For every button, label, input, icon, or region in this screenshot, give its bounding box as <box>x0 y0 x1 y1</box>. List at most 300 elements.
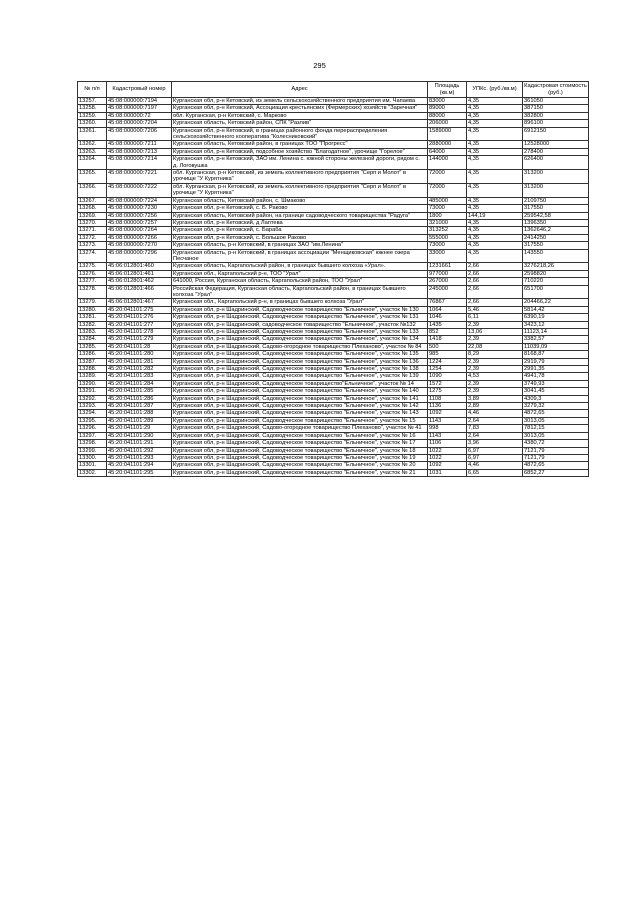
cell-cadastral-value: 6852,27 <box>523 469 589 476</box>
cell-number: 13300. <box>78 454 107 461</box>
cell-cadastral-value: 3013,05 <box>523 417 589 424</box>
cell-cadastral-number: 45:08:000000:7197 <box>107 105 172 112</box>
cell-upks: 6,97 <box>467 447 523 454</box>
cell-number: 13289. <box>78 373 107 380</box>
cell-cadastral-number: 45:08:000000:7296 <box>107 249 172 263</box>
cell-area: 1022 <box>428 454 467 461</box>
cell-number: 13290. <box>78 380 107 387</box>
cell-cadastral-number: 45:08:000000:7224 <box>107 197 172 204</box>
cell-cadastral-value: 204466,22 <box>523 299 589 306</box>
cell-cadastral-value: 6912150 <box>523 127 589 141</box>
cell-address: Курганская обл, р-н Шадринский, Садоводческое товарищество "Ельничное", участок № 141 <box>172 395 428 402</box>
header-cadastral-number: Кадастровый номер <box>107 82 172 98</box>
cell-area: 64000 <box>428 148 467 155</box>
cell-cadastral-number: 45:08:000000:7270 <box>107 242 172 249</box>
cell-upks: 4,35 <box>467 183 523 197</box>
cell-upks: 2,89 <box>467 403 523 410</box>
cell-area: 72000 <box>428 183 467 197</box>
cell-area: 1589000 <box>428 127 467 141</box>
cell-upks: 4,35 <box>467 105 523 112</box>
cell-address: обл. Курганская, р-н Кетовский, из земель коллективного предприятия "Серп и Молот" в урочище "У Курятника" <box>172 170 428 184</box>
cell-area: 1231661 <box>428 263 467 270</box>
table-row <box>78 351 589 358</box>
cell-address: Курганская область, р-н Кетовский, в границах ассоциации "Менщиковская" южнее озера Песчаное <box>172 249 428 263</box>
cell-cadastral-value: 3013,05 <box>523 432 589 439</box>
cell-area: 1800 <box>428 212 467 219</box>
cell-upks: 4,35 <box>467 156 523 170</box>
page-number: 295 <box>313 61 326 70</box>
cell-number: 13284. <box>78 336 107 343</box>
cell-address: Курганская область, Каргапольский район, в границах бывшего колхоза «Урал». <box>172 263 428 270</box>
cell-cadastral-number: 45:20:041101:277 <box>107 321 172 328</box>
cell-address: Курганская область, Кетовский район, в границах ТОО "Прогресс" <box>172 141 428 148</box>
cell-cadastral-number: 45:20:041101:294 <box>107 462 172 469</box>
cell-number: 13270. <box>78 219 107 226</box>
cell-address: Курганская обл, р-н Шадринский, Садоводческое товарищество "Ельничное", участок № 142 <box>172 403 428 410</box>
cell-upks: 2,39 <box>467 380 523 387</box>
cell-area: 2880000 <box>428 141 467 148</box>
cell-cadastral-value: 710220 <box>523 278 589 285</box>
table-header-row <box>78 82 589 98</box>
cell-number: 13260. <box>78 120 107 127</box>
cell-cadastral-value: 651700 <box>523 285 589 299</box>
cell-number: 13280. <box>78 306 107 313</box>
cell-number: 13292. <box>78 395 107 402</box>
cell-number: 13294. <box>78 410 107 417</box>
table-row <box>78 105 589 112</box>
cell-cadastral-number: 45:20:041101:293 <box>107 454 172 461</box>
cell-cadastral-value: 313200 <box>523 183 589 197</box>
cell-cadastral-value: 259542,58 <box>523 212 589 219</box>
cell-number: 13301. <box>78 462 107 469</box>
table-row <box>78 205 589 212</box>
header-upks: УПКс. (руб./кв.м) <box>467 82 523 98</box>
cell-address: Курганская обл., Каргапольский р-н, в границах бывшего колхоза "Урал" <box>172 299 428 306</box>
table-row <box>78 380 589 387</box>
cell-upks: 4,35 <box>467 127 523 141</box>
cell-cadastral-number: 45:20:041101:275 <box>107 306 172 313</box>
cell-address: Курганская обл, р-н Шадринский, Садоводческое товарищество "Ельничное", участок № 136 <box>172 358 428 365</box>
cell-cadastral-number: 45:20:041101:279 <box>107 336 172 343</box>
cell-upks: 2,66 <box>467 285 523 299</box>
cell-cadastral-number: 45:06:012801:460 <box>107 263 172 270</box>
cell-area: 72000 <box>428 170 467 184</box>
table-row <box>78 306 589 313</box>
cell-cadastral-value: 1396350 <box>523 219 589 226</box>
cell-area: 73000 <box>428 242 467 249</box>
table-row <box>78 447 589 454</box>
cell-cadastral-value: 3279,32 <box>523 403 589 410</box>
cell-cadastral-number: 45:08:000000:7204 <box>107 120 172 127</box>
cell-cadastral-number: 45:20:041101:288 <box>107 410 172 417</box>
cell-area: 1143 <box>428 432 467 439</box>
cell-number: 13276. <box>78 270 107 277</box>
cell-number: 13257. <box>78 98 107 105</box>
cell-address: Курганская обл, р-н Шадринский, Садоводческое товарищество "Ельничное", участок № 18 <box>172 447 428 454</box>
cell-cadastral-number: 45:20:041101:276 <box>107 314 172 321</box>
cell-number: 13281. <box>78 314 107 321</box>
cell-number: 13262. <box>78 141 107 148</box>
cell-upks: 4,46 <box>467 462 523 469</box>
cell-number: 13263. <box>78 148 107 155</box>
cell-address: Курганская обл, р-н Шадринский, Садоводческое товарищество"Ельничное", участок № 14 <box>172 380 428 387</box>
cell-area: 1092 <box>428 462 467 469</box>
cell-number: 13286. <box>78 351 107 358</box>
table-row <box>78 373 589 380</box>
cell-cadastral-value: 626400 <box>523 156 589 170</box>
cell-upks: 3,96 <box>467 440 523 447</box>
cell-cadastral-number: 45:06:012801:462 <box>107 278 172 285</box>
cell-upks: 144,19 <box>467 212 523 219</box>
table-row <box>78 462 589 469</box>
cell-number: 13283. <box>78 329 107 336</box>
cell-cadastral-number: 45:06:012801:466 <box>107 285 172 299</box>
cell-cadastral-value: 4380,72 <box>523 440 589 447</box>
cell-cadastral-value: 143550 <box>523 249 589 263</box>
cell-number: 13278. <box>78 285 107 299</box>
cell-area: 852 <box>428 329 467 336</box>
cell-cadastral-number: 45:20:041101:291 <box>107 440 172 447</box>
cell-number: 13298. <box>78 440 107 447</box>
cell-area: 1275 <box>428 388 467 395</box>
table-row <box>78 358 589 365</box>
cell-address: Курганская обл, р-н Шадринский, Садоводческое товарищество "Ельничное", участок № 17 <box>172 440 428 447</box>
table-row <box>78 197 589 204</box>
cell-area: 1092 <box>428 410 467 417</box>
cell-area: 1031 <box>428 469 467 476</box>
cell-area: 1224 <box>428 358 467 365</box>
cell-upks: 4,35 <box>467 98 523 105</box>
table-row <box>78 403 589 410</box>
table-row <box>78 219 589 226</box>
cell-upks: 13,06 <box>467 329 523 336</box>
cell-number: 13258. <box>78 105 107 112</box>
cell-upks: 4,35 <box>467 234 523 241</box>
cell-area: 1108 <box>428 395 467 402</box>
cell-upks: 5,46 <box>467 306 523 313</box>
cell-cadastral-value: 1362646,2 <box>523 227 589 234</box>
cell-number: 13295. <box>78 417 107 424</box>
cell-upks: 2,39 <box>467 366 523 373</box>
cell-number: 13272. <box>78 234 107 241</box>
cell-cadastral-number: 45:08:000000:72 <box>107 112 172 119</box>
cell-upks: 6,65 <box>467 469 523 476</box>
header-area: Площадь (кв.м) <box>428 82 467 98</box>
cell-address: Курганская обл, р-н Шадринский, Садоводческое товарищество "Ельничное", участок № 131 <box>172 314 428 321</box>
cell-upks: 4,35 <box>467 227 523 234</box>
cell-number: 13291. <box>78 388 107 395</box>
table-row <box>78 410 589 417</box>
table-row <box>78 285 589 299</box>
cell-upks: 4,35 <box>467 242 523 249</box>
cell-cadastral-value: 7121,79 <box>523 454 589 461</box>
cell-area: 33000 <box>428 249 467 263</box>
cell-cadastral-value: 2919,79 <box>523 358 589 365</box>
table-row <box>78 242 589 249</box>
table-row <box>78 440 589 447</box>
cell-cadastral-value: 3041,45 <box>523 388 589 395</box>
cell-address: Курганская обл, р-н Шадринский, Садово-огородное товарищество Плеханово", участок № 41 <box>172 425 428 432</box>
table-row <box>78 454 589 461</box>
cell-cadastral-value: 12528000 <box>523 141 589 148</box>
table-row <box>78 278 589 285</box>
table-row <box>78 336 589 343</box>
cell-cadastral-value: 3423,12 <box>523 321 589 328</box>
table-row <box>78 170 589 184</box>
cell-address: обл. Курганская, р-н Кетовский, с. Марково <box>172 112 428 119</box>
cell-cadastral-number: 45:20:041101:290 <box>107 432 172 439</box>
cell-cadastral-number: 45:20:041101:28 <box>107 343 172 350</box>
cell-area: 1572 <box>428 380 467 387</box>
cell-upks: 8,29 <box>467 351 523 358</box>
table-row <box>78 148 589 155</box>
cell-cadastral-number: 45:20:041101:289 <box>107 417 172 424</box>
cell-cadastral-value: 3276218,26 <box>523 263 589 270</box>
cell-address: Курганская обл, р-н Шадринский, Садоводческое товарищество "Ельничное", участок № 16 <box>172 432 428 439</box>
table-row <box>78 299 589 306</box>
cell-upks: 2,66 <box>467 263 523 270</box>
cell-address: 641000, Россия, Курганская область, Каргапольский район, ТОО "Урал" <box>172 278 428 285</box>
cell-address: обл. Курганская, р-н Кетовский, из земель коллективного предприятия "Серп и Молот" в урочище "У Курятника" <box>172 183 428 197</box>
cell-cadastral-number: 45:20:041101:29 <box>107 425 172 432</box>
cell-upks: 4,35 <box>467 120 523 127</box>
cell-area: 321000 <box>428 219 467 226</box>
cell-cadastral-value: 387150 <box>523 105 589 112</box>
cell-area: 1090 <box>428 373 467 380</box>
cell-number: 13285. <box>78 343 107 350</box>
cell-address: Курганская обл, р-н Шадринский, Садоводческое товарищество "Ельничное", участок № 143 <box>172 410 428 417</box>
cell-address: Курганская обл, р-н Шадринский, Садоводческое товарищество "Ельничное", участок № 130 <box>172 306 428 313</box>
cell-number: 13287. <box>78 358 107 365</box>
cell-number: 13266. <box>78 183 107 197</box>
cell-cadastral-number: 45:20:041101:278 <box>107 329 172 336</box>
cell-cadastral-value: 4941,78 <box>523 373 589 380</box>
cell-cadastral-value: 3749,93 <box>523 380 589 387</box>
cell-cadastral-number: 45:08:000000:7221 <box>107 170 172 184</box>
cell-cadastral-number: 45:20:041101:283 <box>107 373 172 380</box>
cell-address: Курганская область, р-н Кетовский, в границах ЗАО "им.Ленина" <box>172 242 428 249</box>
cell-cadastral-number: 45:08:000000:7230 <box>107 205 172 212</box>
cell-address: Курганская обл, р-н Кетовский, подсобное хозяйство "Благодатное", урочище "Горелое" <box>172 148 428 155</box>
cell-upks: 7,83 <box>467 425 523 432</box>
cell-upks: 2,66 <box>467 299 523 306</box>
table-body <box>78 98 589 477</box>
cell-address: Курганская обл, р-н Шадринский, Садоводческое товарищество "Ельничное", участок № 15 <box>172 417 428 424</box>
cell-address: Курганская обл, р-н Шадринский, садоводческое товарищество "Ельничное", участок №132 <box>172 321 428 328</box>
cell-address: Российская Федерация, Курганская область, Каргапольский район, в границах бывшего колхоза "Урал" <box>172 285 428 299</box>
cell-address: Курганская обл, р-н Шадринский, Садоводческое товарищество "Ельничное", участок № 21 <box>172 469 428 476</box>
table-row <box>78 212 589 219</box>
cell-upks: 4,35 <box>467 197 523 204</box>
cell-area: 485000 <box>428 197 467 204</box>
cell-area: 245000 <box>428 285 467 299</box>
cell-cadastral-value: 4872,65 <box>523 462 589 469</box>
cell-area: 1418 <box>428 336 467 343</box>
table-row <box>78 127 589 141</box>
cell-upks: 2,64 <box>467 432 523 439</box>
cell-address: Курганская обл, р-н Кетовский, ЗАО им. Ленина с. южной стороны железной дороги, рядом с. д. Логовушка <box>172 156 428 170</box>
cell-cadastral-number: 45:20:041101:287 <box>107 403 172 410</box>
cell-number: 13271. <box>78 227 107 234</box>
cell-address: Курганская обл, р-н Шадринский, Садоводческое товарищество "Ельничное", участок № 138 <box>172 366 428 373</box>
cell-address: Курганская область, Кетовский район, с. Шмаково <box>172 197 428 204</box>
cell-address: Курганская обл, р-н Кетовский, Ассоциация крестьянских (Фермерских) хозяйств "Заречная" <box>172 105 428 112</box>
cell-cadastral-value: 7121,79 <box>523 447 589 454</box>
cell-address: Курганская обл, р-н Кетовский, с. Большое Раково <box>172 234 428 241</box>
cell-area: 555000 <box>428 234 467 241</box>
cell-upks: 6,97 <box>467 454 523 461</box>
cell-cadastral-number: 45:06:012801:467 <box>107 299 172 306</box>
cell-cadastral-value: 8168,87 <box>523 351 589 358</box>
cell-area: 1064 <box>428 306 467 313</box>
cell-address: Курганская обл, р-н Шадринский, Садоводческое товарищество "Ельничное", участок № 135 <box>172 351 428 358</box>
cell-address: Курганская область, Кетовский район, на границе садоводческого товарищества "Радуга" <box>172 212 428 219</box>
cell-cadastral-value: 317550 <box>523 242 589 249</box>
table-row <box>78 227 589 234</box>
cell-number: 13296. <box>78 425 107 432</box>
cell-cadastral-value: 313200 <box>523 170 589 184</box>
cell-area: 267000 <box>428 278 467 285</box>
cell-number: 13275. <box>78 263 107 270</box>
cell-cadastral-number: 45:08:000000:7214 <box>107 156 172 170</box>
header-cadastral-value: Кадастровая стоимость (руб.) <box>524 83 587 96</box>
cell-area: 1254 <box>428 366 467 373</box>
table-row <box>78 120 589 127</box>
table-row <box>78 183 589 197</box>
table-row <box>78 314 589 321</box>
table-row <box>78 98 589 105</box>
cell-number: 13269. <box>78 212 107 219</box>
cell-upks: 4,35 <box>467 112 523 119</box>
cell-area: 76867 <box>428 299 467 306</box>
cell-cadastral-number: 45:08:000000:7213 <box>107 148 172 155</box>
cell-number: 13282. <box>78 321 107 328</box>
cell-address: Курганская обл., Каргапольский р-н, ТОО "Урал" <box>172 270 428 277</box>
table-row <box>78 417 589 424</box>
cell-cadastral-number: 45:20:041101:285 <box>107 388 172 395</box>
cell-area: 89000 <box>428 105 467 112</box>
cell-cadastral-value: 278400 <box>523 148 589 155</box>
cell-upks: 3,89 <box>467 395 523 402</box>
cell-area: 1022 <box>428 447 467 454</box>
cell-cadastral-value: 6390,19 <box>523 314 589 321</box>
cell-cadastral-number: 45:08:000000:7222 <box>107 183 172 197</box>
cell-number: 13274. <box>78 249 107 263</box>
table-row <box>78 343 589 350</box>
cell-address: Курганская обл, р-н Шадринский, Садоводческое товарищество "Ельничное", участок № 140 <box>172 388 428 395</box>
cell-area: 83000 <box>428 98 467 105</box>
cell-area: 985 <box>428 351 467 358</box>
cell-cadastral-value: 5814,42 <box>523 306 589 313</box>
cell-address: Курганская обл, р-н Шадринский, Садоводческое товарищество "Ельничное", участок № 134 <box>172 336 428 343</box>
cell-cadastral-value: 11123,14 <box>523 329 589 336</box>
cell-address: Курганская обл, р-н Шадринский, Садоводческое товарищество "Ельничное", участок № 20 <box>172 462 428 469</box>
cell-area: 977000 <box>428 270 467 277</box>
cell-number: 13302. <box>78 469 107 476</box>
cell-address: Курганская обл, р-н Кетовский, д Лаптева <box>172 219 428 226</box>
cell-number: 13264. <box>78 156 107 170</box>
cell-cadastral-value: 11039,09 <box>523 343 589 350</box>
cell-area: 1435 <box>428 321 467 328</box>
cell-area: 73000 <box>428 205 467 212</box>
cell-number: 13273. <box>78 242 107 249</box>
cell-cadastral-number: 45:08:000000:7194 <box>107 98 172 105</box>
cell-cadastral-number: 45:06:012801:461 <box>107 270 172 277</box>
cell-number: 13279. <box>78 299 107 306</box>
cell-cadastral-number: 45:08:000000:7206 <box>107 127 172 141</box>
table-row <box>78 270 589 277</box>
cell-upks: 6,11 <box>467 314 523 321</box>
cadastral-table <box>77 81 589 477</box>
cell-address: Курганская обл, р-н Шадринский, Садоводческое товарищество "Ельничное", участок № 139 <box>172 373 428 380</box>
cell-area: 144000 <box>428 156 467 170</box>
table-row <box>78 425 589 432</box>
cell-cadastral-number: 45:20:041101:281 <box>107 358 172 365</box>
cell-cadastral-number: 45:08:000000:7264 <box>107 227 172 234</box>
cell-cadastral-value: 2109750 <box>523 197 589 204</box>
table-row <box>78 388 589 395</box>
cell-cadastral-value: 3382,57 <box>523 336 589 343</box>
cell-number: 13265. <box>78 170 107 184</box>
table-row <box>78 321 589 328</box>
cell-upks: 2,39 <box>467 336 523 343</box>
cell-area: 313252 <box>428 227 467 234</box>
cell-address: Курганская обл, р-н Шадринский, Садоводческое товарищество "Ельничное", участок № 19 <box>172 454 428 461</box>
cell-upks: 2,39 <box>467 321 523 328</box>
cell-area: 1136 <box>428 403 467 410</box>
cell-number: 13297. <box>78 432 107 439</box>
cell-area: 1106 <box>428 440 467 447</box>
cell-cadastral-number: 45:20:041101:286 <box>107 395 172 402</box>
cell-cadastral-number: 45:20:041101:280 <box>107 351 172 358</box>
cell-address: Курганская обл, р-н Шадринский, Садово-огородное товарищество Плеханово", участок № 84 <box>172 343 428 350</box>
cell-upks: 22,08 <box>467 343 523 350</box>
cell-cadastral-value: 4872,65 <box>523 410 589 417</box>
table-row <box>78 112 589 119</box>
cell-area: 88000 <box>428 112 467 119</box>
cell-address: Курганская обл, р-н Кетовский, в границах районного фонда перераспределения сельскохозяйственного кооператива "Колесниковский" <box>172 127 428 141</box>
table-row <box>78 234 589 241</box>
table-row <box>78 329 589 336</box>
cell-upks: 2,39 <box>467 358 523 365</box>
cell-number: 13259. <box>78 112 107 119</box>
cell-cadastral-number: 45:08:000000:7266 <box>107 234 172 241</box>
cell-cadastral-value: 7812,15 <box>523 425 589 432</box>
cell-upks: 4,35 <box>467 219 523 226</box>
cell-upks: 4,35 <box>467 148 523 155</box>
cell-cadastral-value: 4309,3 <box>523 395 589 402</box>
cell-number: 13293. <box>78 403 107 410</box>
cell-upks: 4,35 <box>467 170 523 184</box>
cell-address: Курганская обл, р-н Шадринский, Садоводческое товарищество "Ельничное", участок № 133 <box>172 329 428 336</box>
cell-address: Курганская обл, р-н Кетовский, из земель сельскохозяйственного предприятия им. Чапаева <box>172 98 428 105</box>
cell-upks: 4,35 <box>467 141 523 148</box>
cell-cadastral-value: 2414250 <box>523 234 589 241</box>
table-row <box>78 469 589 476</box>
cell-area: 1143 <box>428 417 467 424</box>
cell-cadastral-number: 45:08:000000:7211 <box>107 141 172 148</box>
cell-number: 13261. <box>78 127 107 141</box>
cell-address: Курганская область, Кетовский район, СПК "Разлив" <box>172 120 428 127</box>
cell-address: Курганская обл, р-н Кетовский, с. Бараба <box>172 227 428 234</box>
cell-cadastral-number: 45:20:041101:295 <box>107 469 172 476</box>
table-row <box>78 156 589 170</box>
cell-address: Курганская обл, р-н Кетовский, с. Б. Раково <box>172 205 428 212</box>
cell-upks: 4,35 <box>467 249 523 263</box>
cell-upks: 2,39 <box>467 388 523 395</box>
cell-cadastral-number: 45:08:000000:7256 <box>107 212 172 219</box>
cell-upks: 4,46 <box>467 410 523 417</box>
